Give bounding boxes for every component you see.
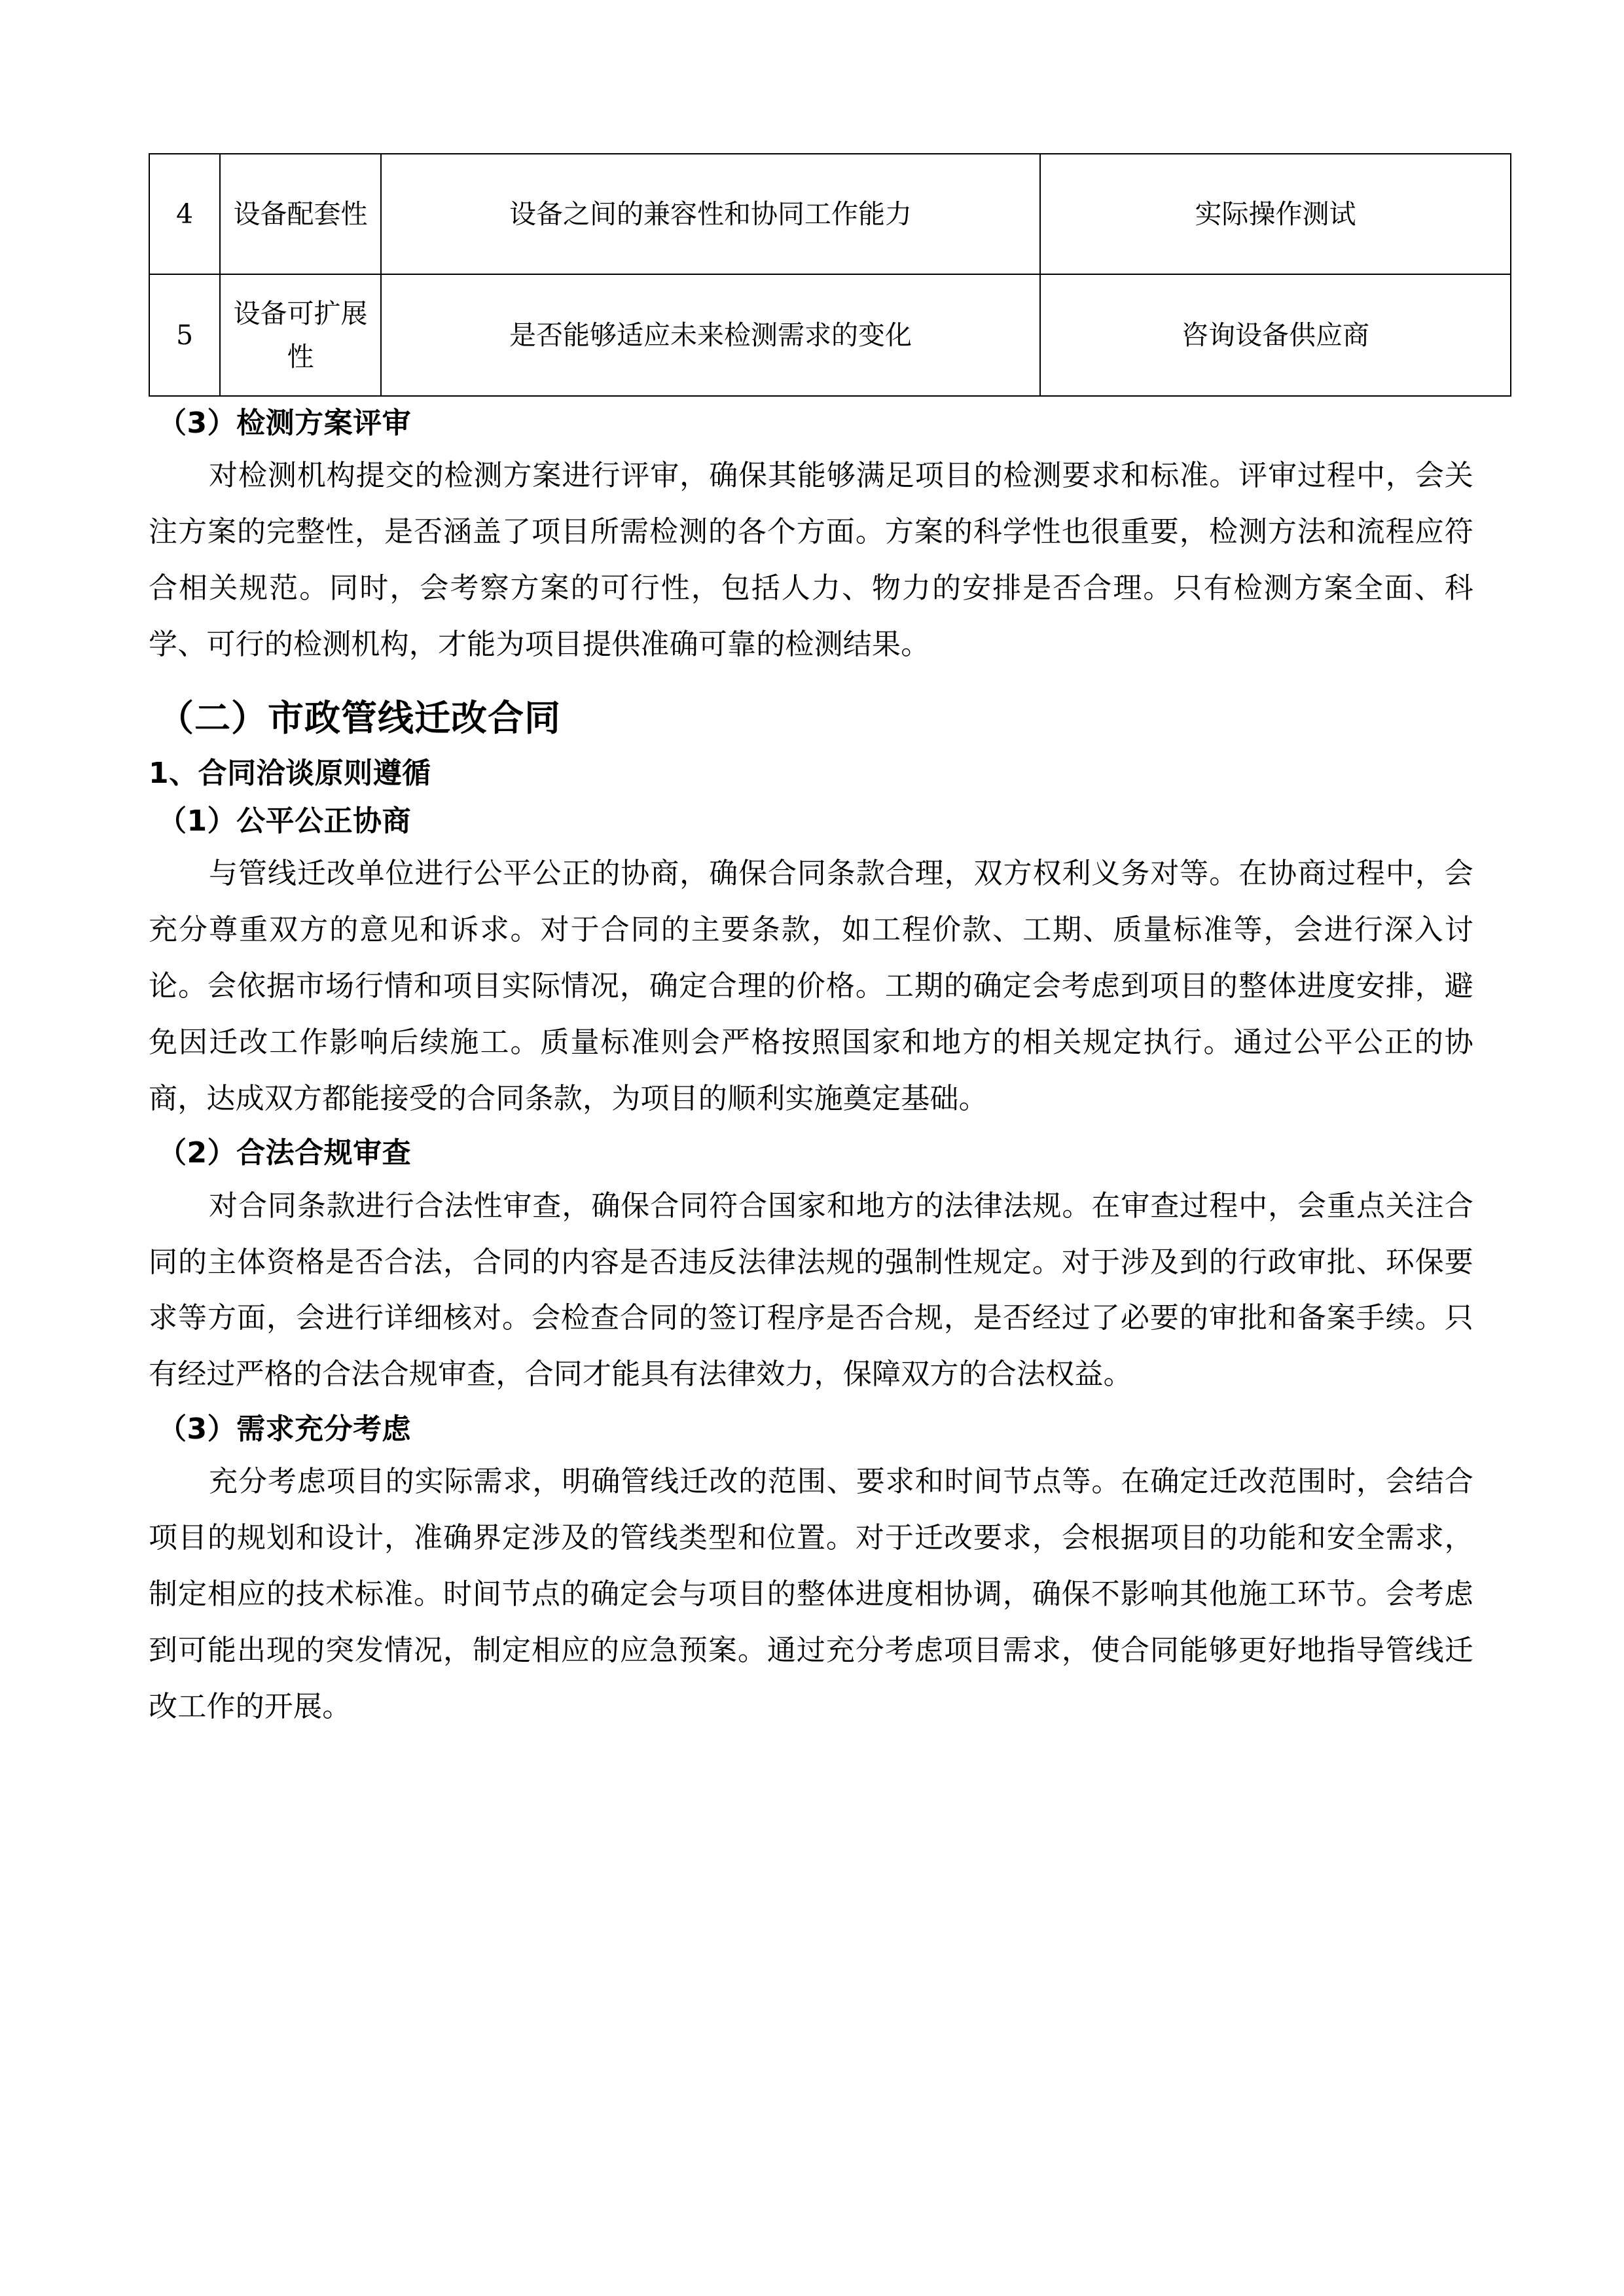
section-heading-pipeline-relocation-contract: （二）市政管线迁改合同 — [158, 696, 562, 739]
section-heading-review-plan: （3）检测方案评审 — [158, 406, 412, 440]
table-row — [149, 154, 1511, 274]
table-cell-item: 设备可扩展性 — [220, 274, 381, 396]
table-cell-no: 5 — [149, 274, 220, 396]
section-paragraph-legality-compliance-review: 对合同条款进行合法性审查，确保合同符合国家和地方的法律法规。在审查过程中，会重点关注合同的主体资格是否合法，合同的内容是否违反法律法规的强制性规定。对于涉及到的行政审批、环保要求等方面，会进行详细核对。会检查合同的签订程序是否合规，是否经过了必要的审批和备案手续。只有经过严格的合法合规审查，合同才能具有法律效力，保障双方的合法权益。 — [149, 1189, 1473, 1391]
table-cell-desc: 是否能够适应未来检测需求的变化 — [381, 274, 1040, 396]
section-heading-legality-compliance-review: （2）合法合规审查 — [158, 1136, 412, 1170]
section-paragraph-fair-negotiation: 与管线迁改单位进行公平公正的协商，确保合同条款合理，双方权利义务对等。在协商过程中，会充分尊重双方的意见和诉求。对于合同的主要条款，如工程价款、工期、质量标准等，会进行深入讨论。会依据市场行情和项目实际情况，确定合理的价格。工期的确定会考虑到项目的整体进度安排，避免因迁改工作影响后续施工。质量标准则会严格按照国家和地方的相关规定执行。通过公平公正的协商，达成双方都能接受的合同条款，为项目的顺利实施奠定基础。 — [149, 857, 1473, 1115]
table-cell-method: 实际操作测试 — [1040, 154, 1511, 274]
section-heading-negotiation-principles: 1、合同洽谈原则遵循 — [149, 757, 431, 791]
table-row — [149, 274, 1511, 396]
table-cell-no: 4 — [149, 154, 220, 274]
page-content — [149, 0, 1473, 1738]
section-heading-fair-negotiation: （1）公平公正协商 — [158, 804, 412, 838]
equipment-evaluation-table — [149, 153, 1511, 397]
table-cell-desc: 设备之间的兼容性和协同工作能力 — [381, 154, 1040, 274]
section-heading-requirements-consideration: （3）需求充分考虑 — [158, 1412, 412, 1446]
section-paragraph-review-plan: 对检测机构提交的检测方案进行评审，确保其能够满足项目的检测要求和标准。评审过程中，会关注方案的完整性，是否涵盖了项目所需检测的各个方面。方案的科学性也很重要，检测方法和流程应符合相关规范。同时，会考察方案的可行性，包括人力、物力的安排是否合理。只有检测方案全面、科学、可行的检测机构，才能为项目提供准确可靠的检测结果。 — [149, 459, 1473, 661]
table-cell-method: 咨询设备供应商 — [1040, 274, 1511, 396]
section-paragraph-requirements-consideration: 充分考虑项目的实际需求，明确管线迁改的范围、要求和时间节点等。在确定迁改范围时，会结合项目的规划和设计，准确界定涉及的管线类型和位置。对于迁改要求，会根据项目的功能和安全需求，制定相应的技术标准。时间节点的确定会与项目的整体进度相协调，确保不影响其他施工环节。会考虑到可能出现的突发情况，制定相应的应急预案。通过充分考虑项目需求，使合同能够更好地指导管线迁改工作的开展。 — [149, 1465, 1473, 1723]
table-cell-item: 设备配套性 — [220, 154, 381, 274]
